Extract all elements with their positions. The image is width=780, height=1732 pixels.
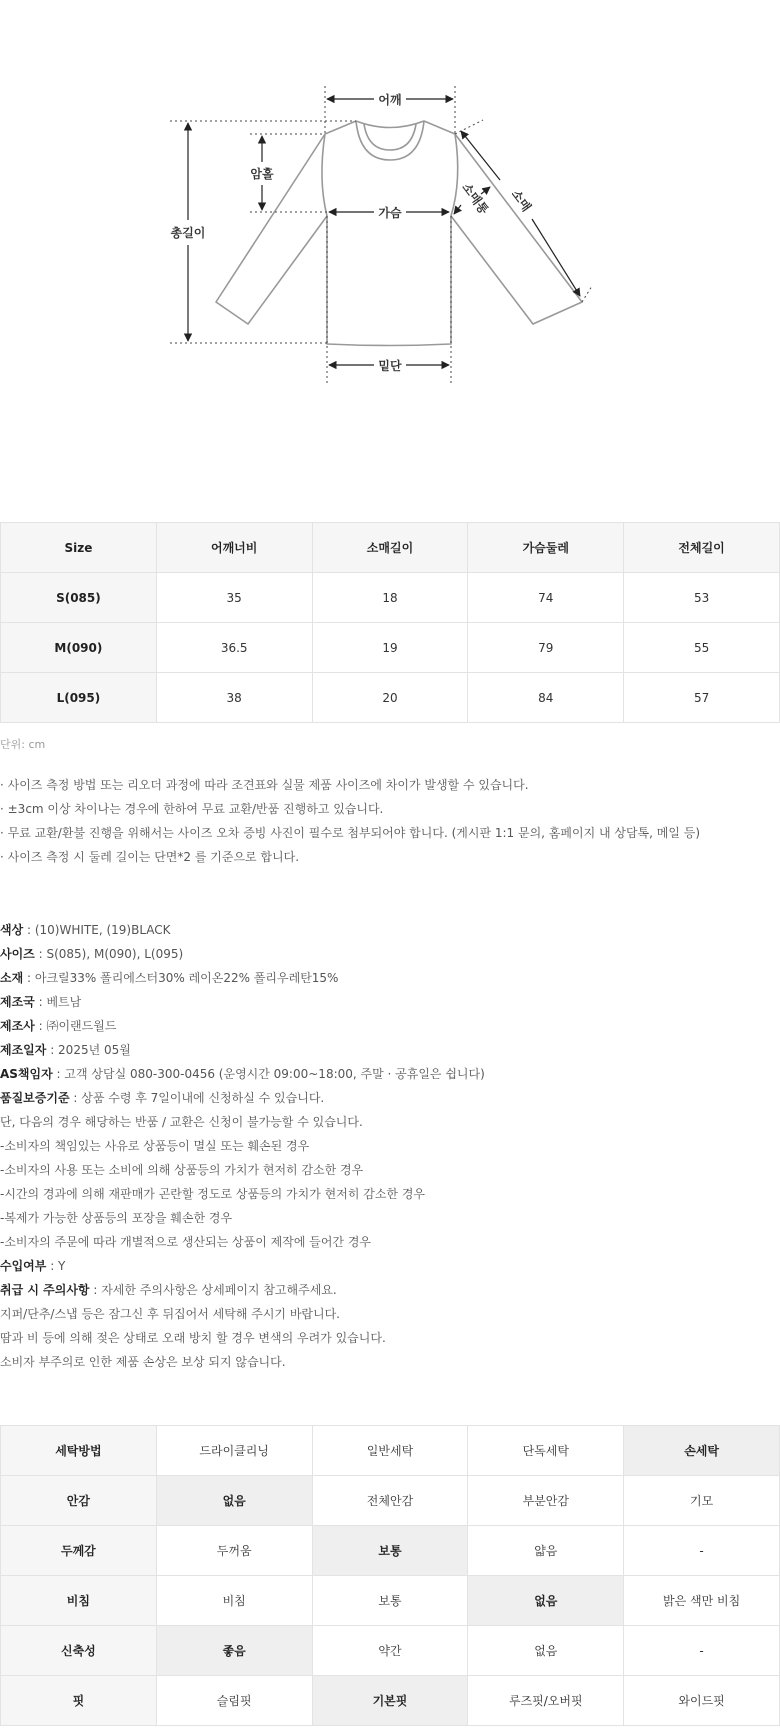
info-label: 사이즈 [0,947,35,961]
care-option: 비침 [156,1576,312,1626]
info-value: : 상품 수령 후 7일이내에 신청하실 수 있습니다. [69,1091,325,1105]
info-value: : 아크릴33% 폴리에스터30% 레이온22% 폴리우레탄15% [23,971,339,985]
size-value-cell: 35 [156,573,312,623]
care-row [1,1676,780,1726]
info-value: : 베트남 [34,995,82,1009]
info-line [0,966,780,990]
care-row [1,1576,780,1626]
info-value: 땀과 비 등에 의해 젖은 상태로 오래 방치 할 경우 변색의 우려가 있습니다. [0,1331,386,1345]
info-line [0,1182,780,1206]
care-option: 보통 [312,1576,468,1626]
info-line [0,1110,780,1134]
info-line [0,1014,780,1038]
note-line: · ±3cm 이상 차이나는 경우에 한하여 무료 교환/반품 진행하고 있습니다. [0,802,384,816]
care-table [0,1425,780,1726]
info-label: 취급 시 주의사항 [0,1283,90,1297]
care-row [1,1426,780,1476]
info-line [0,1158,780,1182]
info-line [0,1038,780,1062]
info-value: -복제가 가능한 상품등의 포장을 훼손한 경우 [0,1211,233,1225]
info-label: 제조일자 [0,1043,47,1057]
care-option-selected: 기본핏 [312,1676,468,1726]
note-line: · 무료 교환/환불 진행을 위해서는 사이즈 오차 증빙 사진이 필수로 첨부되어야 합니다. (게시판 1:1 문의, 홈페이지 내 상담톡, 메일 등) [0,826,701,840]
info-value: : ㈜이랜드월드 [34,1019,117,1033]
size-table-row [1,673,780,723]
care-option-selected: 없음 [468,1576,624,1626]
guide-lines [170,86,592,383]
info-value: 단, 다음의 경우 해당하는 반품 / 교환은 신청이 불가능할 수 있습니다. [0,1115,363,1129]
size-table-header-cell: 소매길이 [312,523,468,573]
info-line [0,1230,780,1254]
note-line: · 사이즈 측정 시 둘레 길이는 단면*2 를 기준으로 합니다. [0,850,300,864]
size-value-cell: 38 [156,673,312,723]
info-value: 지퍼/단추/스냅 등은 잠그신 후 뒤집어서 세탁해 주시기 바랍니다. [0,1307,340,1321]
info-line [0,1206,780,1230]
care-option: 일반세탁 [312,1426,468,1476]
shirt-outline [216,121,582,346]
info-line [0,918,780,942]
info-label: 소재 [0,971,24,985]
care-row-label: 비침 [1,1576,157,1626]
info-line [0,1278,780,1302]
care-option: 약간 [312,1626,468,1676]
size-table-row [1,573,780,623]
care-option: 부분안감 [468,1476,624,1526]
label-sleeve: 소매 [508,187,534,215]
info-label: 제조사 [0,1019,35,1033]
label-hem: 밑단 [378,359,402,373]
info-value: 소비자 부주의로 인한 제품 손상은 보상 되지 않습니다. [0,1355,286,1369]
size-value-cell: 19 [312,623,468,673]
info-value: : S(085), M(090), L(095) [34,947,184,961]
info-label: 품질보증기준 [0,1091,70,1105]
care-row-label: 두께감 [1,1526,157,1576]
label-chest: 가슴 [378,206,402,220]
product-info [0,918,780,1374]
info-value: : 2025년 05월 [46,1043,131,1057]
care-option: 없음 [468,1626,624,1676]
info-line [0,1254,780,1278]
info-value: : (10)WHITE, (19)BLACK [23,923,171,937]
care-option: 기모 [624,1476,780,1526]
care-option: 전체안감 [312,1476,468,1526]
care-option: 와이드핏 [624,1676,780,1726]
info-line [0,1086,780,1110]
info-value: : 고객 상담실 080-300-0456 (운영시간 09:00~18:00, 주말 · 공휴일은 쉽니다) [52,1067,485,1081]
care-row-label: 안감 [1,1476,157,1526]
care-row [1,1476,780,1526]
care-row-label: 신축성 [1,1626,157,1676]
care-option: 슬림핏 [156,1676,312,1726]
size-name-cell: S(085) [1,573,157,623]
size-value-cell: 20 [312,673,468,723]
size-value-cell: 55 [624,623,780,673]
measurement-diagram [0,0,780,470]
label-sleeve-width: 소매통 [459,180,492,217]
size-table-header-cell: Size [1,523,157,573]
info-value: -시간의 경과에 의해 재판매가 곤란할 정도로 상품등의 가치가 현저히 감소한 경우 [0,1187,426,1201]
care-option: 얇음 [468,1526,624,1576]
note-line: · 사이즈 측정 방법 또는 리오더 과정에 따라 조견표와 실물 제품 사이즈에 차이가 발생할 수 있습니다. [0,778,529,792]
care-option: 루즈핏/오버핏 [468,1676,624,1726]
label-armhole: 암홀 [250,167,274,181]
care-option-selected: 좋음 [156,1626,312,1676]
care-option: - [624,1626,780,1676]
size-notes [0,773,780,869]
info-value: -소비자의 사용 또는 소비에 의해 상품등의 가치가 현저히 감소한 경우 [0,1163,364,1177]
info-line [0,1302,780,1326]
info-line [0,1326,780,1350]
info-line [0,1062,780,1086]
size-table-header-cell: 어깨너비 [156,523,312,573]
info-label: 색상 [0,923,24,937]
size-name-cell: L(095) [1,673,157,723]
size-table-header-row [1,523,780,573]
label-total-length: 총길이 [170,226,206,240]
info-value: -소비자의 책임있는 사유로 상품등이 멸실 또는 훼손된 경우 [0,1139,310,1153]
label-shoulder: 어깨 [378,93,402,107]
size-value-cell: 74 [468,573,624,623]
size-table-row [1,623,780,673]
info-value: : 자세한 주의사항은 상세페이지 참고해주세요. [89,1283,337,1297]
care-row [1,1626,780,1676]
care-option-selected: 손세탁 [624,1426,780,1476]
care-option-selected: 없음 [156,1476,312,1526]
care-option: 드라이클리닝 [156,1426,312,1476]
care-option: 밝은 색만 비침 [624,1576,780,1626]
care-row [1,1526,780,1576]
info-line [0,1134,780,1158]
care-row-label: 세탁방법 [1,1426,157,1476]
info-value: -소비자의 주문에 따라 개별적으로 생산되는 상품이 제작에 들어간 경우 [0,1235,372,1249]
size-table-header-cell: 전체길이 [624,523,780,573]
info-line [0,990,780,1014]
size-table [0,522,780,723]
size-value-cell: 84 [468,673,624,723]
care-option: - [624,1526,780,1576]
unit-note: 단위: cm [0,738,46,751]
size-value-cell: 18 [312,573,468,623]
care-option: 단독세탁 [468,1426,624,1476]
size-value-cell: 36.5 [156,623,312,673]
size-value-cell: 57 [624,673,780,723]
size-value-cell: 53 [624,573,780,623]
info-line [0,1350,780,1374]
info-label: 수입여부 [0,1259,47,1273]
care-row-label: 핏 [1,1676,157,1726]
size-name-cell: M(090) [1,623,157,673]
size-value-cell: 79 [468,623,624,673]
measurement-arrows [188,99,580,365]
info-value: : Y [46,1259,66,1273]
info-label: 제조국 [0,995,35,1009]
care-option-selected: 보통 [312,1526,468,1576]
care-option: 두꺼움 [156,1526,312,1576]
size-table-header-cell: 가슴둘레 [468,523,624,573]
info-line [0,942,780,966]
info-label: AS책임자 [0,1067,53,1081]
